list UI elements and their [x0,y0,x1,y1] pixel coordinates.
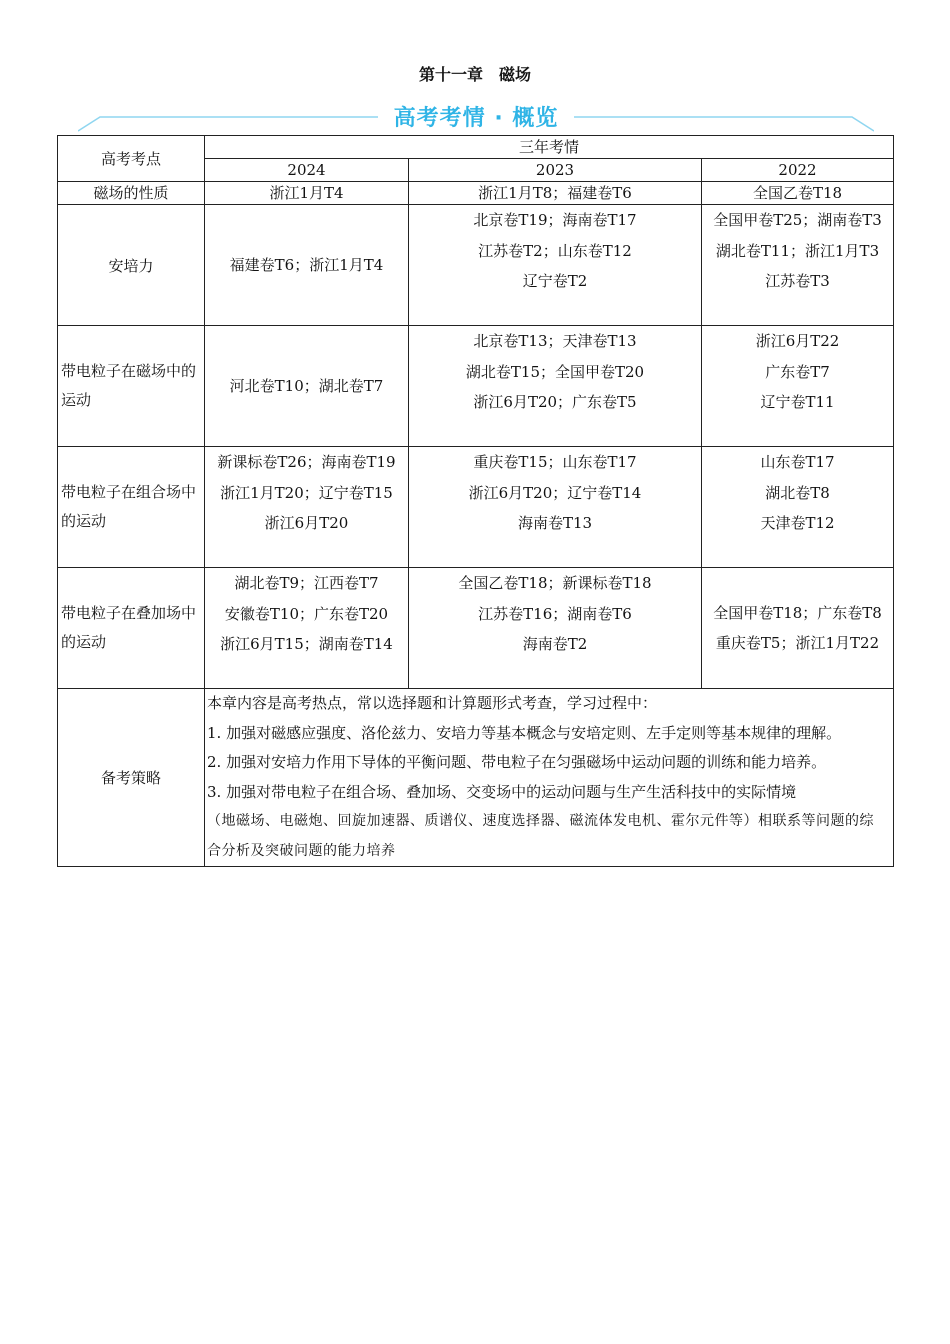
topic-cell: 安培力 [58,205,205,326]
cell-2023 [409,568,702,689]
span-header: 三年考情 [205,136,894,159]
entry-line: 全国甲卷T25；湖南卷T3 [713,211,882,229]
banner-title: 高考考情 · 概览 [393,106,559,131]
chapter-title: 第十一章 磁场 [418,65,531,84]
strategy-item-3: 3. 加强对带电粒子在组合场、叠加场、交变场中的运动问题与生产生活科技中的实际情境 [207,782,797,801]
entry-line: 福建卷T6；浙江1月T4 [229,255,384,274]
topic-cell: 带电粒子在组合场中的运动 [58,447,205,568]
entry-line: 安徽卷T10；广东卷T20 [224,604,389,623]
entry-line: 重庆卷T15；山东卷T17 [473,453,637,471]
cell-2023 [409,326,702,447]
cell-2023: 浙江1月T8；福建卷T6 [409,182,702,205]
entry-line: 浙江1月T20；辽宁卷T15 [220,483,393,502]
topic-cell: 带电粒子在磁场中的运动 [58,326,205,447]
strategy-item-2: 2. 加强对安培力作用下导体的平衡问题、带电粒子在匀强磁场中运动问题的训练和能力培养。 [207,753,827,771]
year-header: 2022 [702,159,894,182]
entry-line: 广东卷T7 [765,362,830,381]
entry-line: 重庆卷T5；浙江1月T22 [715,634,880,652]
entry-line: 辽宁卷T2 [522,272,588,290]
entry-line: 天津卷T12 [760,514,835,532]
cell-2024 [205,447,409,568]
entry-line: 辽宁卷T11 [760,393,835,411]
table-row [58,205,894,326]
year-header: 2024 [205,159,409,182]
entry-line: 湖北卷T11；浙江1月T3 [715,241,880,260]
strategy-row [58,689,894,867]
cell-2024 [205,205,409,326]
entry-line: 浙江6月T15；湖南卷T14 [220,635,393,653]
cell-2023 [409,205,702,326]
entry-line: 江苏卷T3 [765,272,830,290]
exam-table [57,135,894,867]
cell-2022 [702,447,894,568]
strategy-item-3-continued: （地磁场、电磁炮、回旋加速器、质谱仪、速度选择器、磁流体发电机、霍尔元件等）相联系等问题的综合分析及突破问题的能力培养 [207,813,874,859]
entry-line: 湖北卷T15；全国甲卷T20 [465,362,645,381]
entry-line: 北京卷T13；天津卷T13 [473,332,637,350]
entry-line: 山东卷T17 [760,453,835,471]
cell-2022 [702,568,894,689]
topic-cell: 磁场的性质 [58,182,205,205]
entry-line: 全国甲卷T18；广东卷T8 [713,603,882,622]
entry-line: 海南卷T2 [522,635,588,653]
entry-line: 湖北卷T8 [765,483,830,502]
cell-2024 [205,568,409,689]
entry-line: 江苏卷T2；山东卷T12 [478,241,632,260]
strategy-intro: 本章内容是高考热点，常以选择题和计算题形式考查，学习过程中： [207,694,658,712]
strategy-label: 备考策略 [58,689,205,867]
entry-line: 浙江6月T20 [264,514,349,532]
entry-line: 北京卷T19；海南卷T17 [473,211,637,229]
corner-header: 高考考点 [58,136,205,182]
topic-cell: 带电粒子在叠加场中的运动 [58,568,205,689]
table-row [58,182,894,205]
cell-2022 [702,326,894,447]
table-row [58,326,894,447]
cell-2022: 全国乙卷T18 [702,182,894,205]
entry-line: 湖北卷T9；江西卷T7 [234,574,379,592]
entry-line: 全国乙卷T18；新课标卷T18 [458,574,652,592]
entry-line: 河北卷T10；湖北卷T7 [229,376,384,395]
strategy-item-1: 1. 加强对磁感应强度、洛伦兹力、安培力等基本概念与安培定则、左手定则等基本规律的理解。 [207,723,842,742]
year-header: 2023 [409,159,702,182]
entry-line: 新课标卷T26；海南卷T19 [217,453,396,471]
entry-line: 浙江6月T22 [755,332,840,350]
section-banner [78,100,874,134]
entry-line: 浙江6月T20；广东卷T5 [473,393,637,411]
entry-line: 浙江6月T20；辽宁卷T14 [468,483,642,502]
cell-2022 [702,205,894,326]
cell-2023 [409,447,702,568]
strategy-cell [205,689,894,867]
entry-line: 海南卷T13 [517,514,593,532]
entry-line: 江苏卷T16；湖南卷T6 [478,604,632,623]
table-row [58,568,894,689]
cell-2024 [205,326,409,447]
table-row [58,447,894,568]
cell-2024: 浙江1月T4 [205,182,409,205]
